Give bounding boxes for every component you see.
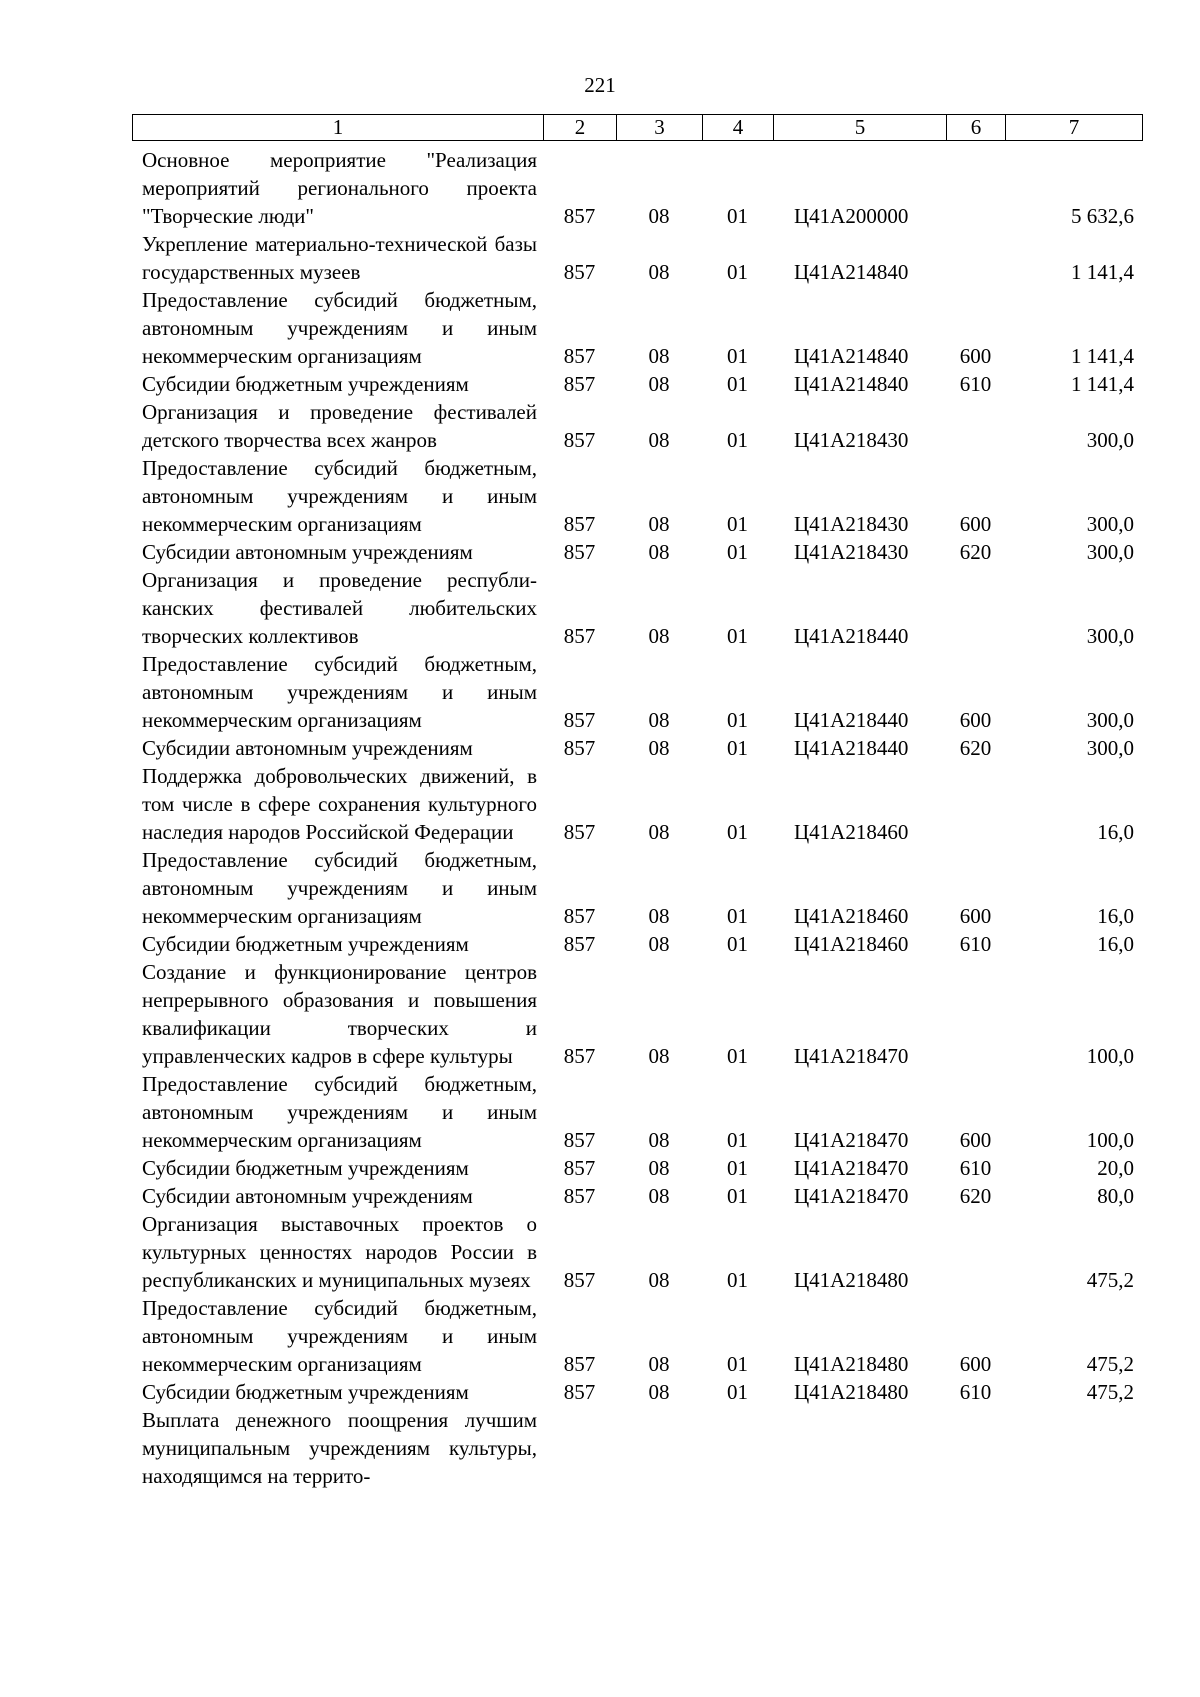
cell-ministry-code: 857 bbox=[563, 1128, 596, 1152]
cell-target-article: Ц41A200000 bbox=[794, 204, 909, 228]
table-row bbox=[132, 846, 1142, 930]
cell-target-article: Ц41A218440 bbox=[794, 624, 909, 648]
table-row bbox=[132, 566, 1142, 650]
cell-target-article bbox=[773, 1406, 946, 1490]
cell-expense-type: 600 bbox=[959, 904, 992, 928]
cell-section: 08 bbox=[648, 1156, 670, 1180]
column-header: 7 bbox=[1006, 115, 1143, 141]
cell-ministry-code: 857 bbox=[563, 820, 596, 844]
table-row bbox=[132, 930, 1142, 958]
cell-amount: 300,0 bbox=[1086, 428, 1134, 452]
cell-subsection: 01 bbox=[727, 540, 748, 564]
cell-section bbox=[616, 1406, 702, 1490]
cell-name: Субсидии автономным учреждениям bbox=[142, 1184, 473, 1208]
cell-subsection: 01 bbox=[727, 904, 748, 928]
cell-subsection: 01 bbox=[727, 204, 748, 228]
table-row bbox=[132, 1182, 1142, 1210]
cell-name: Субсидии бюджетным учреждениям bbox=[142, 1380, 469, 1404]
cell-expense-type bbox=[946, 146, 1005, 230]
cell-section: 08 bbox=[648, 624, 670, 648]
cell-section: 08 bbox=[648, 512, 670, 536]
cell-subsection: 01 bbox=[727, 820, 748, 844]
cell-expense-type: 600 bbox=[959, 1128, 992, 1152]
cell-target-article: Ц41A214840 bbox=[794, 260, 909, 284]
cell-section: 08 bbox=[648, 540, 670, 564]
cell-target-article: Ц41A218480 bbox=[794, 1380, 909, 1404]
table-row bbox=[132, 762, 1142, 846]
column-header: 2 bbox=[544, 115, 617, 141]
cell-expense-type: 600 bbox=[959, 512, 992, 536]
cell-amount: 300,0 bbox=[1086, 708, 1134, 732]
cell-subsection: 01 bbox=[727, 932, 748, 956]
table-row bbox=[132, 1406, 1142, 1490]
cell-target-article: Ц41A218480 bbox=[794, 1268, 909, 1292]
cell-amount: 300,0 bbox=[1086, 736, 1134, 760]
cell-subsection: 01 bbox=[727, 260, 748, 284]
cell-section: 08 bbox=[648, 1380, 670, 1404]
cell-expense-type bbox=[946, 230, 1005, 286]
cell-section: 08 bbox=[648, 204, 670, 228]
cell-subsection: 01 bbox=[727, 1156, 748, 1180]
cell-ministry-code: 857 bbox=[563, 260, 596, 284]
cell-expense-type: 600 bbox=[959, 708, 992, 732]
cell-name: Субсидии автономным учреждениям bbox=[142, 540, 473, 564]
cell-ministry-code: 857 bbox=[563, 428, 596, 452]
cell-subsection bbox=[702, 1406, 773, 1490]
cell-ministry-code: 857 bbox=[563, 1352, 596, 1376]
cell-section: 08 bbox=[648, 904, 670, 928]
cell-name: Субсидии бюджетным учреждениям bbox=[142, 372, 469, 396]
cell-target-article: Ц41A218430 bbox=[794, 540, 909, 564]
cell-ministry-code: 857 bbox=[563, 204, 596, 228]
cell-name: Предоставление субсидий бюджетным, автономным учреждениям и иным некоммерческим организациям bbox=[142, 1296, 537, 1376]
cell-amount: 16,0 bbox=[1097, 932, 1134, 956]
table-row bbox=[132, 650, 1142, 734]
column-header: 1 bbox=[133, 115, 544, 141]
cell-ministry-code: 857 bbox=[563, 1380, 596, 1404]
column-numbers-row bbox=[133, 115, 1143, 141]
cell-section: 08 bbox=[648, 708, 670, 732]
column-header: 4 bbox=[703, 115, 774, 141]
cell-expense-type bbox=[946, 958, 1005, 1070]
cell-name: Создание и функционирование центров непрерывного образования и повышения квалификации творческих и управленческих кадров в сфере культуры bbox=[142, 960, 537, 1068]
table-row bbox=[132, 734, 1142, 762]
cell-target-article: Ц41A218470 bbox=[794, 1184, 909, 1208]
table-row bbox=[132, 286, 1142, 370]
cell-subsection: 01 bbox=[727, 512, 748, 536]
cell-expense-type: 610 bbox=[959, 1156, 992, 1180]
table-row bbox=[132, 538, 1142, 566]
cell-ministry-code bbox=[543, 1406, 616, 1490]
cell-target-article: Ц41A214840 bbox=[794, 372, 909, 396]
cell-amount: 1 141,4 bbox=[1071, 344, 1134, 368]
cell-subsection: 01 bbox=[727, 1380, 748, 1404]
cell-target-article: Ц41A218460 bbox=[794, 904, 909, 928]
cell-subsection: 01 bbox=[727, 708, 748, 732]
column-header: 3 bbox=[617, 115, 703, 141]
cell-ministry-code: 857 bbox=[563, 904, 596, 928]
cell-name: Основное мероприятие "Реализация мероприятий регионального проекта "Творческие люди" bbox=[142, 148, 537, 228]
cell-section: 08 bbox=[648, 1352, 670, 1376]
table-row bbox=[132, 454, 1142, 538]
cell-ministry-code: 857 bbox=[563, 372, 596, 396]
cell-expense-type bbox=[946, 566, 1005, 650]
cell-target-article: Ц41A218470 bbox=[794, 1156, 909, 1180]
cell-name: Предоставление субсидий бюджетным, автономным учреждениям и иным некоммерческим организациям bbox=[142, 456, 537, 536]
cell-ministry-code: 857 bbox=[563, 344, 596, 368]
cell-expense-type: 610 bbox=[959, 372, 992, 396]
cell-ministry-code: 857 bbox=[563, 708, 596, 732]
cell-expense-type: 610 bbox=[959, 932, 992, 956]
cell-subsection: 01 bbox=[727, 428, 748, 452]
cell-ministry-code: 857 bbox=[563, 512, 596, 536]
cell-target-article: Ц41A218430 bbox=[794, 428, 909, 452]
column-header: 6 bbox=[947, 115, 1006, 141]
cell-amount: 16,0 bbox=[1097, 820, 1134, 844]
cell-target-article: Ц41A218460 bbox=[794, 820, 909, 844]
cell-amount: 475,2 bbox=[1086, 1268, 1134, 1292]
table-row bbox=[132, 230, 1142, 286]
cell-section: 08 bbox=[648, 1184, 670, 1208]
cell-amount: 1 141,4 bbox=[1071, 372, 1134, 396]
cell-amount: 1 141,4 bbox=[1071, 260, 1134, 284]
cell-subsection: 01 bbox=[727, 1184, 748, 1208]
cell-expense-type: 620 bbox=[959, 736, 992, 760]
cell-amount: 475,2 bbox=[1086, 1352, 1134, 1376]
table-row bbox=[132, 958, 1142, 1070]
cell-section: 08 bbox=[648, 372, 670, 396]
cell-amount: 5 632,6 bbox=[1071, 204, 1134, 228]
cell-name: Организация выставочных проектов о культурных ценностях народов России в республиканских и муниципальных музеях bbox=[142, 1212, 537, 1292]
cell-amount: 300,0 bbox=[1086, 540, 1134, 564]
cell-name: Выплата денежного поощрения лучшим муниципальным учреждениям культуры, находящимся на террито- bbox=[142, 1408, 537, 1488]
cell-expense-type: 600 bbox=[959, 1352, 992, 1376]
cell-amount: 300,0 bbox=[1086, 624, 1134, 648]
table-row bbox=[132, 370, 1142, 398]
cell-subsection: 01 bbox=[727, 1044, 748, 1068]
cell-section: 08 bbox=[648, 820, 670, 844]
cell-subsection: 01 bbox=[727, 372, 748, 396]
cell-name: Субсидии бюджетным учреждениям bbox=[142, 932, 469, 956]
cell-target-article: Ц41A218470 bbox=[794, 1128, 909, 1152]
cell-section: 08 bbox=[648, 428, 670, 452]
cell-expense-type bbox=[946, 762, 1005, 846]
table-row bbox=[132, 1378, 1142, 1406]
cell-target-article: Ц41A218480 bbox=[794, 1352, 909, 1376]
cell-target-article: Ц41A218440 bbox=[794, 736, 909, 760]
table-row bbox=[132, 398, 1142, 454]
budget-table-body bbox=[132, 146, 1142, 1490]
cell-target-article: Ц41A218460 bbox=[794, 932, 909, 956]
cell-ministry-code: 857 bbox=[563, 540, 596, 564]
cell-target-article: Ц41A218430 bbox=[794, 512, 909, 536]
cell-name: Поддержка добровольческих движений, в том числе в сфере сохранения культурного наследия народов Российской Федерации bbox=[142, 764, 537, 844]
cell-ministry-code: 857 bbox=[563, 932, 596, 956]
cell-name: Предоставление субсидий бюджетным, автономным учреждениям и иным некоммерческим организациям bbox=[142, 1072, 537, 1152]
table-row bbox=[132, 146, 1142, 230]
table-row bbox=[132, 1210, 1142, 1294]
cell-subsection: 01 bbox=[727, 1128, 748, 1152]
cell-name: Организация и проведение республиканских фестивалей любительских творческих коллективов bbox=[142, 568, 537, 648]
cell-ministry-code: 857 bbox=[563, 736, 596, 760]
page-number: 221 bbox=[584, 73, 616, 97]
cell-ministry-code: 857 bbox=[563, 624, 596, 648]
cell-amount: 475,2 bbox=[1086, 1380, 1134, 1404]
cell-target-article: Ц41A218440 bbox=[794, 708, 909, 732]
cell-section: 08 bbox=[648, 1268, 670, 1292]
cell-expense-type: 600 bbox=[959, 344, 992, 368]
table-row bbox=[132, 1070, 1142, 1154]
cell-ministry-code: 857 bbox=[563, 1156, 596, 1180]
cell-amount bbox=[1005, 1406, 1142, 1490]
cell-section: 08 bbox=[648, 260, 670, 284]
cell-name: Предоставление субсидий бюджетным, автономным учреждениям и иным некоммерческим организациям bbox=[142, 652, 537, 732]
table-row bbox=[132, 1154, 1142, 1182]
cell-section: 08 bbox=[648, 1128, 670, 1152]
cell-ministry-code: 857 bbox=[563, 1184, 596, 1208]
column-header: 5 bbox=[774, 115, 947, 141]
cell-name: Предоставление субсидий бюджетным, автономным учреждениям и иным некоммерческим организациям bbox=[142, 288, 537, 368]
cell-name: Организация и проведение фестивалей детского творчества всех жанров bbox=[142, 400, 537, 452]
cell-target-article: Ц41A218470 bbox=[794, 1044, 909, 1068]
cell-amount: 16,0 bbox=[1097, 904, 1134, 928]
cell-amount: 300,0 bbox=[1086, 512, 1134, 536]
cell-expense-type: 610 bbox=[959, 1380, 992, 1404]
cell-section: 08 bbox=[648, 736, 670, 760]
cell-amount: 80,0 bbox=[1097, 1184, 1134, 1208]
cell-amount: 100,0 bbox=[1086, 1044, 1134, 1068]
cell-amount: 100,0 bbox=[1086, 1128, 1134, 1152]
cell-expense-type: 620 bbox=[959, 1184, 992, 1208]
cell-expense-type bbox=[946, 398, 1005, 454]
cell-ministry-code: 857 bbox=[563, 1268, 596, 1292]
cell-name: Субсидии бюджетным учреждениям bbox=[142, 1156, 469, 1180]
cell-section: 08 bbox=[648, 932, 670, 956]
cell-subsection: 01 bbox=[727, 624, 748, 648]
table-header bbox=[132, 114, 1143, 141]
cell-amount: 20,0 bbox=[1097, 1156, 1134, 1180]
cell-subsection: 01 bbox=[727, 736, 748, 760]
cell-target-article: Ц41A214840 bbox=[794, 344, 909, 368]
cell-expense-type bbox=[946, 1406, 1005, 1490]
cell-expense-type bbox=[946, 1210, 1005, 1294]
cell-name: Предоставление субсидий бюджетным, автономным учреждениям и иным некоммерческим организациям bbox=[142, 848, 537, 928]
cell-section: 08 bbox=[648, 1044, 670, 1068]
cell-subsection: 01 bbox=[727, 344, 748, 368]
cell-expense-type: 620 bbox=[959, 540, 992, 564]
cell-subsection: 01 bbox=[727, 1352, 748, 1376]
table-row bbox=[132, 1294, 1142, 1378]
cell-ministry-code: 857 bbox=[563, 1044, 596, 1068]
cell-name: Субсидии автономным учреждениям bbox=[142, 736, 473, 760]
cell-subsection: 01 bbox=[727, 1268, 748, 1292]
cell-section: 08 bbox=[648, 344, 670, 368]
cell-name: Укрепление материально-технической базы государственных музеев bbox=[142, 232, 537, 284]
